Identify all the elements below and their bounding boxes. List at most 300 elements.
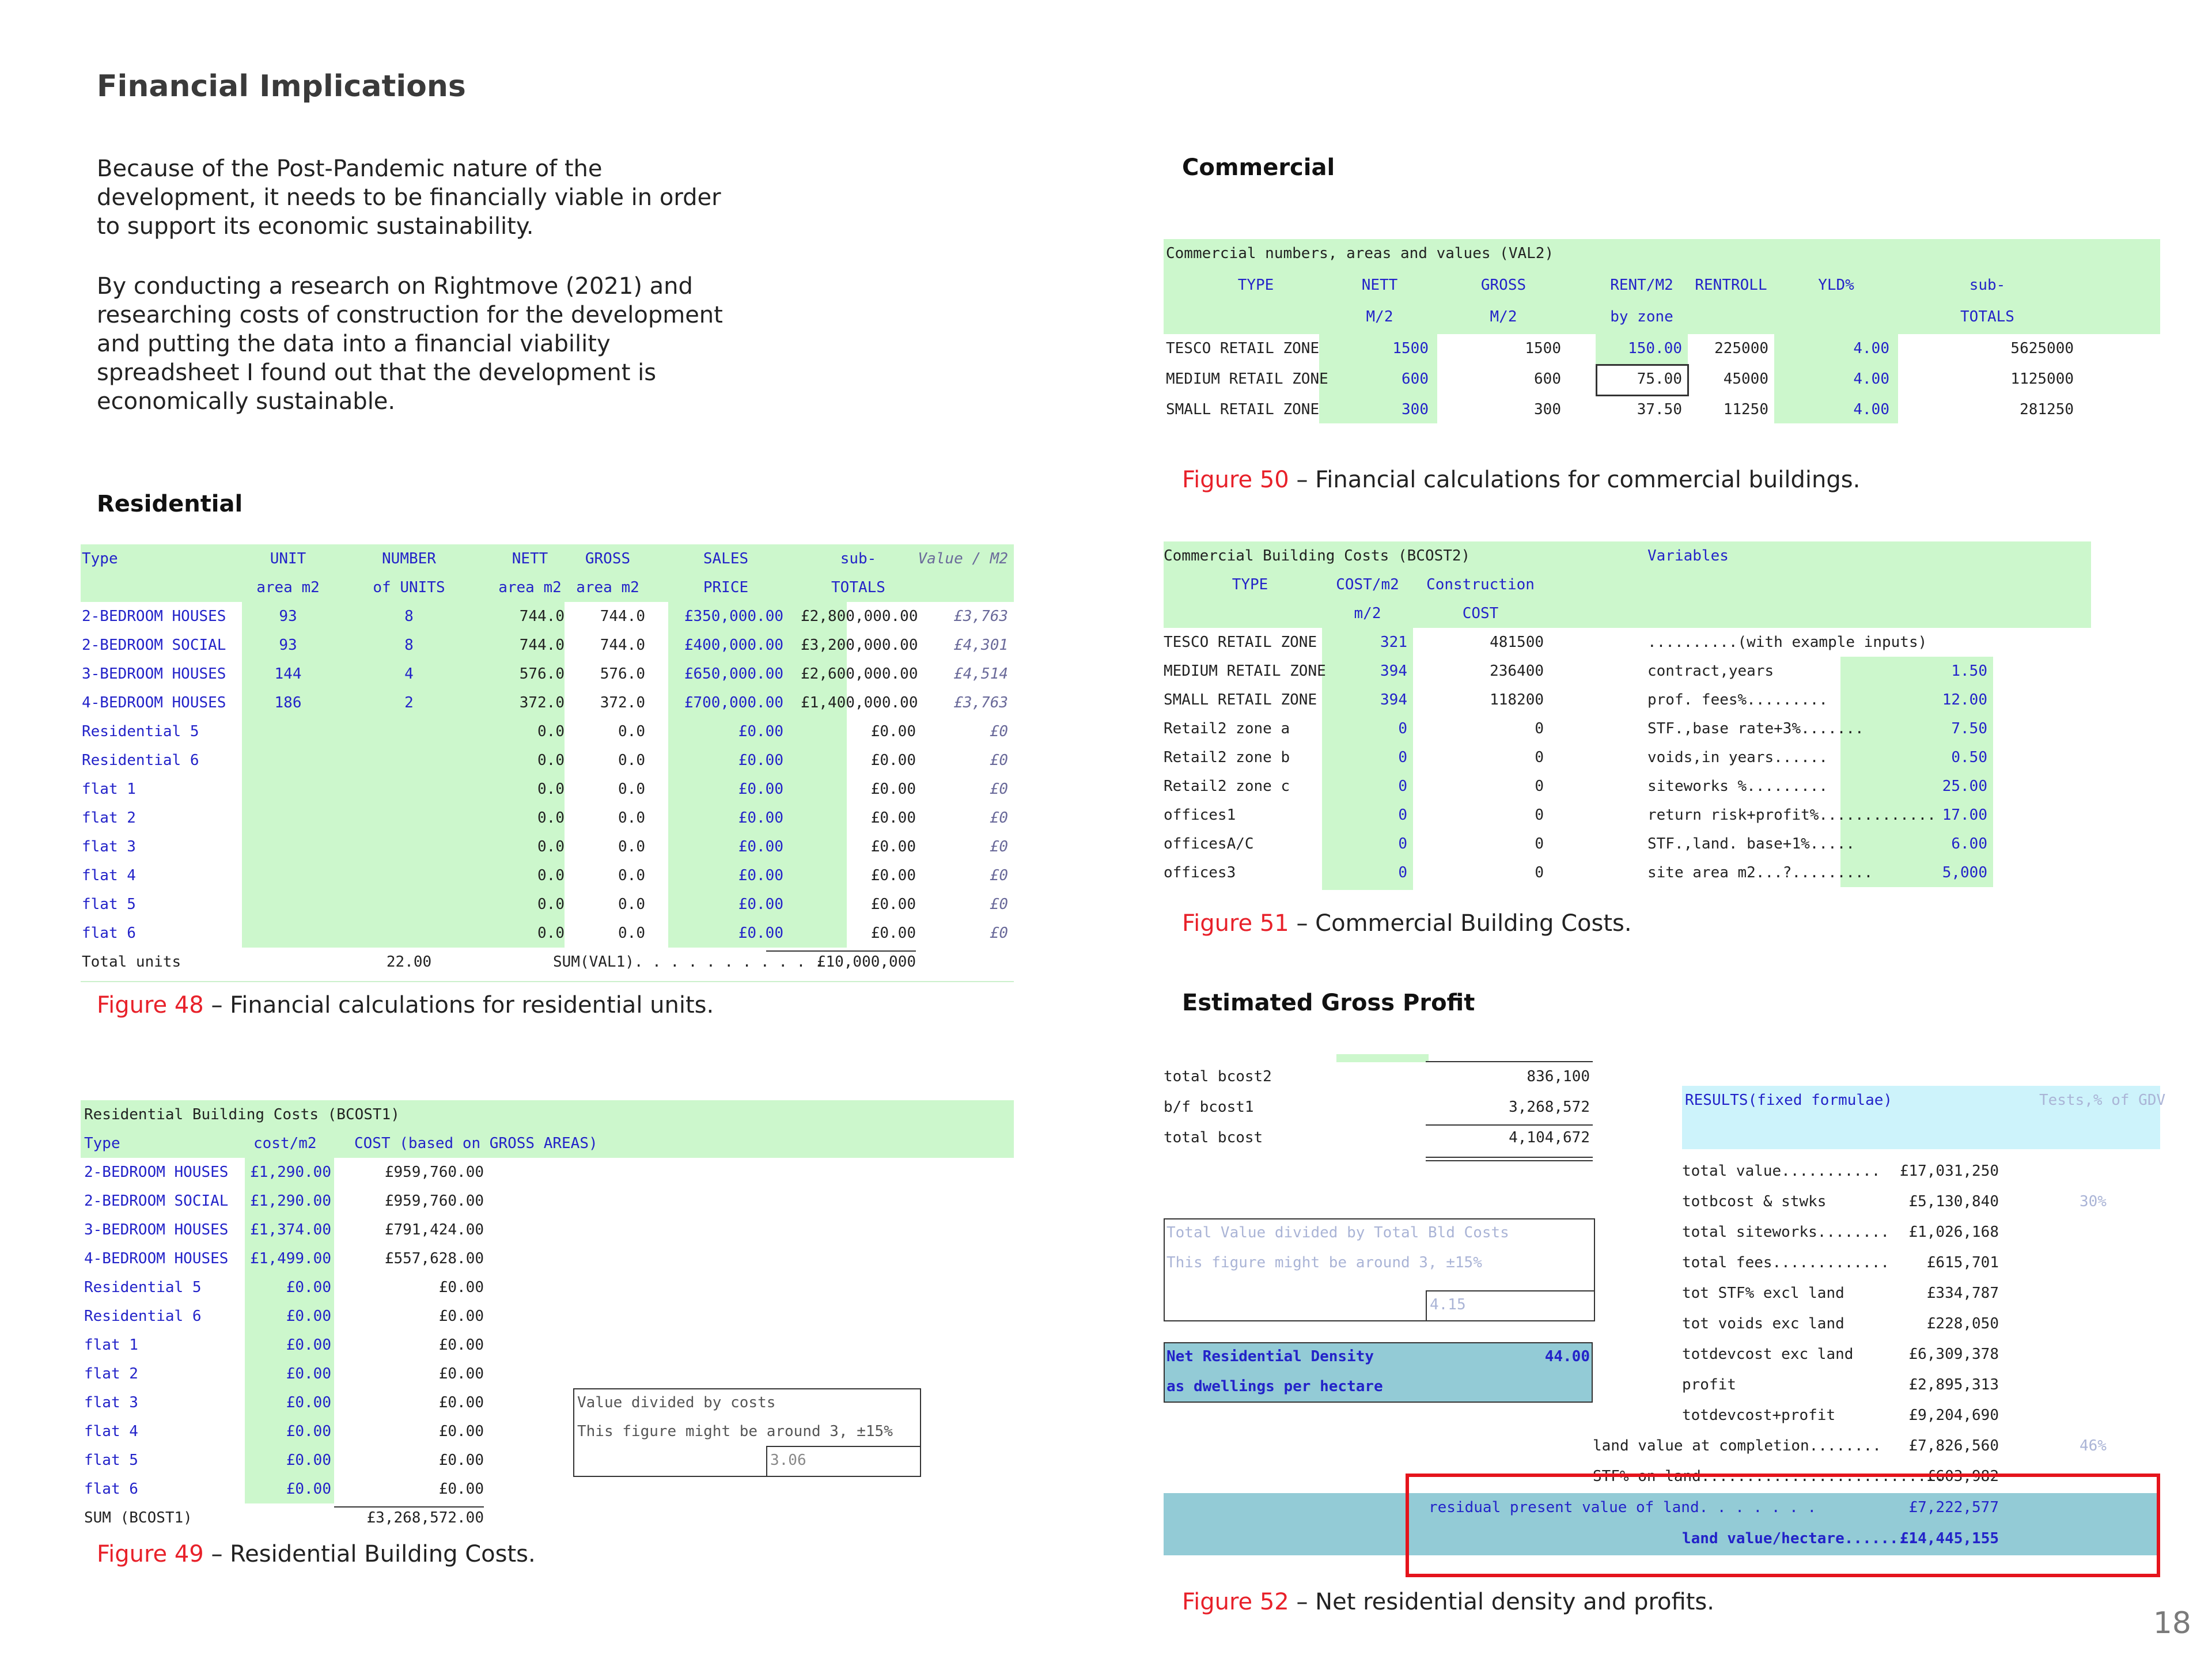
construction-cost: 236400	[1490, 662, 1544, 680]
unit-area: 186	[274, 694, 302, 711]
row-type: flat 5	[82, 896, 136, 913]
row-type: flat 2	[82, 809, 136, 827]
figure-51-caption	[1182, 910, 1632, 937]
variable-label: return risk+profit%.............	[1647, 806, 1936, 824]
col-header: NUMBER	[382, 550, 436, 567]
ratio-note-line2: This figure might be around 3, ±15%	[577, 1423, 893, 1440]
subtotal: £2,600,000.00	[801, 665, 918, 683]
unit-area	[242, 861, 334, 890]
unit-area	[242, 746, 334, 775]
bottom-rule	[81, 981, 1014, 982]
residual-value: £7,222,577	[1908, 1499, 1999, 1516]
cost-per-m2: £1,499.00	[250, 1250, 331, 1267]
result-value: £228,050	[1926, 1315, 1999, 1332]
subtotal: £0.00	[870, 867, 916, 884]
unit-area	[242, 775, 334, 804]
result-label: total fees.............	[1682, 1254, 1890, 1271]
nett-area: 0.0	[537, 896, 565, 913]
col-header: UNIT	[270, 550, 306, 567]
figure-number: Figure 51	[1182, 910, 1289, 937]
col-header: PRICE	[703, 579, 749, 596]
unit-area	[242, 890, 334, 919]
col-header: sub-	[1969, 276, 2006, 294]
hectare-label: land value/hectare........	[1682, 1530, 1916, 1547]
subtotal: 1125000	[2010, 370, 2074, 388]
rent-per-m2: 75.00	[1637, 370, 1682, 388]
row-type: officesA/C	[1164, 835, 1254, 853]
caption-text: – Net residential density and profits.	[1289, 1589, 1714, 1615]
value-per-m2: £0	[990, 896, 1008, 913]
subtotal: £0.00	[870, 723, 916, 740]
cost-per-m2: £1,290.00	[250, 1192, 331, 1210]
rent-per-m2: 150.00	[1628, 340, 1682, 357]
commercial-heading: Commercial	[1182, 154, 1335, 181]
row-type: Retail2 zone c	[1164, 778, 1290, 795]
unit-area	[242, 919, 334, 948]
value-per-m2: £0	[990, 781, 1008, 798]
col-header: NETT	[512, 550, 548, 567]
caption-text: – Commercial Building Costs.	[1289, 910, 1632, 937]
cost-per-m2: 321	[1380, 634, 1407, 651]
cost-value: £0.00	[438, 1308, 484, 1325]
cost-per-m2: 394	[1380, 662, 1407, 680]
tests-label: Tests,% of GDV	[2039, 1092, 2166, 1109]
sum-val1-value: £10,000,000	[816, 953, 916, 971]
sales-price: £0.00	[738, 838, 783, 855]
gross-m2: 600	[1534, 370, 1561, 388]
number-of-units	[357, 775, 461, 804]
text-line: and putting the data into a financial viability	[97, 331, 611, 357]
row-type: Residential 6	[82, 752, 199, 769]
value-per-m2: £0	[990, 752, 1008, 769]
result-label: tot STF% excl land	[1682, 1285, 1844, 1302]
intro-paragraph-2	[97, 272, 723, 416]
row-type: SMALL RETAIL ZONE	[1166, 401, 1320, 418]
row-type: TESCO RETAIL ZONE	[1164, 634, 1317, 651]
cost-value: £0.00	[438, 1279, 484, 1296]
result-value: £6,309,378	[1908, 1346, 1999, 1363]
col-header: sub-	[840, 550, 877, 567]
gross-area: 0.0	[618, 838, 645, 855]
rentroll: 11250	[1723, 401, 1768, 418]
row-type: flat 4	[84, 1423, 138, 1440]
rentroll: 45000	[1723, 370, 1768, 388]
variable-label: site area m2...?.........	[1647, 864, 1873, 881]
value-per-m2: £0	[990, 723, 1008, 740]
result-label: tot voids exc land	[1682, 1315, 1844, 1332]
cost-per-m2: 0	[1398, 749, 1407, 766]
nett-area: 0.0	[537, 867, 565, 884]
sales-price: £400,000.00	[684, 637, 783, 654]
hectare-value: £14,445,155	[1899, 1530, 1999, 1547]
caption-text: – Financial calculations for residential units.	[203, 992, 714, 1018]
yield-percent: 4.00	[1853, 370, 1889, 388]
row-type: flat 3	[82, 838, 136, 855]
subtotal: 5625000	[2010, 340, 2074, 357]
gross-area: 372.0	[600, 694, 645, 711]
result-label: totdevcost exc land	[1682, 1346, 1854, 1363]
cost-value: £0.00	[438, 1423, 484, 1440]
result-value: £7,826,560	[1908, 1437, 1999, 1455]
gross-profit-spreadsheet	[1164, 1054, 2166, 1573]
cost-value: £959,760.00	[384, 1192, 484, 1210]
subtotal: £0.00	[870, 896, 916, 913]
result-label: profit	[1682, 1376, 1736, 1393]
cost-value: £0.00	[438, 1365, 484, 1382]
col-header: cost/m2	[253, 1135, 317, 1152]
bcost-label: total bcost	[1164, 1129, 1263, 1146]
gross-area: 0.0	[618, 867, 645, 884]
cost-per-m2: £0.00	[286, 1480, 331, 1498]
text-line: researching costs of construction for the development	[97, 302, 723, 328]
row-type: Retail2 zone b	[1164, 749, 1290, 766]
construction-cost: 0	[1535, 749, 1544, 766]
residual-label: residual present value of land. . . . . . .	[1429, 1499, 1817, 1516]
yield-percent: 4.00	[1853, 401, 1889, 418]
row-type: flat 1	[84, 1336, 138, 1354]
col-header: area m2	[576, 579, 639, 596]
gross-area: 0.0	[618, 752, 645, 769]
value-per-m2: £0	[990, 838, 1008, 855]
page-title: Financial Implications	[97, 69, 466, 104]
row-type: 2-BEDROOM HOUSES	[84, 1164, 229, 1181]
unit-area: 144	[274, 665, 302, 683]
cost-value: £0.00	[438, 1394, 484, 1411]
gross-area: 0.0	[618, 723, 645, 740]
sales-price: £0.00	[738, 723, 783, 740]
caption-text: – Residential Building Costs.	[203, 1541, 536, 1567]
figure-number: Figure 49	[97, 1541, 204, 1567]
cost-per-m2: £1,290.00	[250, 1164, 331, 1181]
subtotal: £2,800,000.00	[801, 608, 918, 625]
nett-area: 576.0	[519, 665, 565, 683]
nett-area: 0.0	[537, 838, 565, 855]
construction-cost: 118200	[1490, 691, 1544, 709]
figure-49-caption	[97, 1541, 536, 1567]
sales-price: £0.00	[738, 896, 783, 913]
table-title: Commercial Building Costs (BCOST2)	[1164, 547, 1471, 565]
construction-cost: 0	[1535, 778, 1544, 795]
number-of-units	[357, 919, 461, 948]
row-type: 2-BEDROOM SOCIAL	[84, 1192, 229, 1210]
gross-m2: 300	[1534, 401, 1561, 418]
col-header: TOTALS	[831, 579, 885, 596]
unit-area	[242, 717, 334, 746]
unit-area	[242, 804, 334, 832]
nett-m2: 600	[1402, 370, 1429, 388]
result-value: £615,701	[1926, 1254, 1999, 1271]
total-units-value: 22.00	[386, 953, 432, 971]
variable-label: contract,years	[1647, 662, 1774, 680]
variable-value: 0.50	[1951, 749, 1987, 766]
sales-price: £700,000.00	[684, 694, 783, 711]
highlight-box	[1406, 1474, 2160, 1577]
text-line: development, it needs to be financially viable in order	[97, 184, 721, 211]
cost-value: £557,628.00	[384, 1250, 484, 1267]
gross-profit-heading: Estimated Gross Profit	[1182, 990, 1475, 1016]
row-type: MEDIUM RETAIL ZONE	[1166, 370, 1328, 388]
figure-52-caption	[1182, 1589, 1714, 1615]
gross-area: 744.0	[600, 637, 645, 654]
row-type: TESCO RETAIL ZONE	[1166, 340, 1320, 357]
col-header: area m2	[498, 579, 562, 596]
col-header: COST (based on GROSS AREAS)	[354, 1135, 598, 1152]
cost-per-m2: £0.00	[286, 1308, 331, 1325]
sales-price: £0.00	[738, 752, 783, 769]
nett-area: 0.0	[537, 925, 565, 942]
cost-per-m2: £0.00	[286, 1452, 331, 1469]
text-line: economically sustainable.	[97, 388, 396, 415]
col-header: M/2	[1366, 308, 1393, 325]
gross-area: 0.0	[618, 809, 645, 827]
variable-value: 17.00	[1942, 806, 1987, 824]
row-type: MEDIUM RETAIL ZONE	[1164, 662, 1326, 680]
subtotal: £3,200,000.00	[801, 637, 918, 654]
nett-area: 372.0	[519, 694, 565, 711]
col-header: Value / M2	[918, 550, 1008, 567]
row-type: flat 6	[82, 925, 136, 942]
sales-price: £0.00	[738, 809, 783, 827]
nett-area: 744.0	[519, 637, 565, 654]
cost-per-m2: 0	[1398, 835, 1407, 853]
number-of-units	[357, 717, 461, 746]
gross-area: 0.0	[618, 896, 645, 913]
variable-label: STF.,land. base+1%.....	[1647, 835, 1855, 853]
col-header: TYPE	[1237, 276, 1274, 294]
cost-per-m2: £0.00	[286, 1394, 331, 1411]
residential-building-costs-spreadsheet	[81, 1100, 1014, 1538]
row-type: 2-BEDROOM SOCIAL	[82, 637, 226, 654]
residential-units-spreadsheet	[81, 544, 1014, 982]
value-per-m2: £0	[990, 925, 1008, 942]
row-type: offices3	[1164, 864, 1236, 881]
col-header: NETT	[1361, 276, 1398, 294]
gross-area: 576.0	[600, 665, 645, 683]
variables-label: Variables	[1647, 547, 1729, 565]
construction-cost: 0	[1535, 835, 1544, 853]
construction-cost: 0	[1535, 720, 1544, 737]
col-header: RENTROLL	[1695, 276, 1767, 294]
col-header: m/2	[1354, 605, 1381, 622]
total-units-label: Total units	[82, 953, 181, 971]
unit-area: 93	[279, 637, 297, 654]
result-label: totbcost & stwks	[1682, 1193, 1827, 1210]
green-strip	[1336, 1054, 1429, 1062]
cost-per-m2: 0	[1398, 864, 1407, 881]
value-per-m2: £4,514	[954, 665, 1008, 683]
col-header: RENT/M2	[1610, 276, 1673, 294]
col-header: Type	[84, 1135, 120, 1152]
row-type: 2-BEDROOM HOUSES	[82, 608, 226, 625]
variable-value	[1840, 628, 1987, 657]
density-value: 44.00	[1544, 1348, 1590, 1365]
col-header: M/2	[1490, 308, 1517, 325]
result-label: land value at completion........	[1593, 1437, 1881, 1455]
col-header: YLD%	[1818, 276, 1854, 294]
commercial-building-costs-spreadsheet	[1164, 541, 2091, 890]
row-type: Residential 5	[84, 1279, 202, 1296]
construction-cost: 0	[1535, 864, 1544, 881]
variable-label: prof. fees%.........	[1647, 691, 1828, 709]
number-of-units: 4	[404, 665, 414, 683]
number-of-units	[357, 832, 461, 861]
sales-price: £0.00	[738, 925, 783, 942]
results-title: RESULTS(fixed formulae)	[1685, 1092, 1893, 1109]
ratio-note-value: 3.06	[770, 1452, 806, 1469]
cost-per-m2: £0.00	[286, 1365, 331, 1382]
bcost-label: total bcost2	[1164, 1068, 1272, 1085]
text-line: spreadsheet I found out that the development is	[97, 359, 657, 386]
row-type: flat 2	[84, 1365, 138, 1382]
rentroll: 225000	[1714, 340, 1768, 357]
sales-price: £0.00	[738, 781, 783, 798]
value-per-m2: £3,763	[954, 608, 1008, 625]
rent-per-m2: 37.50	[1637, 401, 1682, 418]
col-header: TYPE	[1232, 576, 1268, 593]
col-header: of UNITS	[373, 579, 445, 596]
result-value: £334,787	[1926, 1285, 1999, 1302]
value-per-m2: £0	[990, 867, 1008, 884]
col-header: Type	[82, 550, 118, 567]
col-header: SALES	[703, 550, 749, 567]
row-type: flat 4	[82, 867, 136, 884]
variable-label: ..........(with example inputs)	[1647, 634, 1927, 651]
residential-heading: Residential	[97, 491, 243, 517]
gross-area: 0.0	[618, 781, 645, 798]
density-label-1: Net Residential Density	[1166, 1348, 1374, 1365]
density-label-2: as dwellings per hectare	[1166, 1378, 1383, 1395]
cost-value: £791,424.00	[384, 1221, 484, 1238]
nett-m2: 1500	[1392, 340, 1429, 357]
row-type: 4-BEDROOM HOUSES	[82, 694, 226, 711]
rule	[1426, 1157, 1593, 1158]
col-header: GROSS	[585, 550, 631, 567]
ratio-note-line1: Value divided by costs	[577, 1394, 776, 1411]
subtotal: £0.00	[870, 781, 916, 798]
row-type: flat 3	[84, 1394, 138, 1411]
table-title: Residential Building Costs (BCOST1)	[84, 1106, 400, 1123]
gross-m2: 1500	[1525, 340, 1561, 357]
ratio-value: 4.15	[1430, 1296, 1466, 1313]
figure-48-caption	[97, 992, 714, 1018]
variable-value: 6.00	[1951, 835, 1987, 853]
bcost-value: 3,268,572	[1509, 1099, 1590, 1116]
variable-label: voids,in years......	[1647, 749, 1828, 766]
result-label: total value...........	[1682, 1162, 1881, 1180]
figure-number: Figure 50	[1182, 467, 1289, 493]
value-per-m2: £0	[990, 809, 1008, 827]
cost-value: £0.00	[438, 1480, 484, 1498]
sales-price: £650,000.00	[684, 665, 783, 683]
construction-cost: 481500	[1490, 634, 1544, 651]
construction-cost: 0	[1535, 806, 1544, 824]
variable-value: 12.00	[1942, 691, 1987, 709]
nett-area: 0.0	[537, 781, 565, 798]
nett-area: 744.0	[519, 608, 565, 625]
rule	[1426, 1160, 1593, 1161]
col-header: TOTALS	[1960, 308, 2014, 325]
subtotal: £0.00	[870, 752, 916, 769]
number-of-units: 8	[404, 608, 414, 625]
unit-area: 93	[279, 608, 297, 625]
cost-per-m2: £0.00	[286, 1336, 331, 1354]
gross-area: 744.0	[600, 608, 645, 625]
unit-area	[242, 832, 334, 861]
result-value: £9,204,690	[1908, 1407, 1999, 1424]
cost-per-m2: £0.00	[286, 1279, 331, 1296]
value-per-m2: £3,763	[954, 694, 1008, 711]
bcost-value: 4,104,672	[1509, 1129, 1590, 1146]
result-label: total siteworks........	[1682, 1224, 1890, 1241]
row-type: 3-BEDROOM HOUSES	[84, 1221, 229, 1238]
sum-bcost1-label: SUM (BCOST1)	[84, 1509, 192, 1527]
subtotal: £1,400,000.00	[801, 694, 918, 711]
yield-percent: 4.00	[1853, 340, 1889, 357]
nett-area: 0.0	[537, 809, 565, 827]
number-of-units: 2	[404, 694, 414, 711]
ratio-line2: This figure might be around 3, ±15%	[1166, 1254, 1482, 1271]
cost-value: £0.00	[438, 1452, 484, 1469]
number-of-units	[357, 861, 461, 890]
number-of-units	[357, 804, 461, 832]
row-type: 3-BEDROOM HOUSES	[82, 665, 226, 683]
row-type: offices1	[1164, 806, 1236, 824]
result-value: £603,982	[1926, 1468, 1999, 1485]
col-header: by zone	[1610, 308, 1673, 325]
cost-per-m2: 0	[1398, 720, 1407, 737]
result-value: £1,026,168	[1908, 1224, 1999, 1241]
caption-text: – Financial calculations for commercial buildings.	[1289, 467, 1861, 493]
figure-50-caption	[1182, 467, 1860, 493]
sales-price: £350,000.00	[684, 608, 783, 625]
cost-value: £0.00	[438, 1336, 484, 1354]
bcost-label: b/f bcost1	[1164, 1099, 1254, 1116]
row-type: flat 6	[84, 1480, 138, 1498]
col-header: Construction	[1426, 576, 1535, 593]
result-label: STF% on land...........................	[1593, 1468, 1945, 1485]
row-type: 4-BEDROOM HOUSES	[84, 1250, 229, 1267]
sum-val1-label: SUM(VAL1). . . . . . . . . . .	[553, 953, 824, 971]
cost-per-m2: £1,374.00	[250, 1221, 331, 1238]
text-line: By conducting a research on Rightmove (2021) and	[97, 273, 693, 300]
row-type: Residential 5	[82, 723, 199, 740]
variable-label: STF.,base rate+3%.......	[1647, 720, 1864, 737]
cost-per-m2: 0	[1398, 806, 1407, 824]
number-of-units	[357, 746, 461, 775]
figure-number: Figure 48	[97, 992, 204, 1018]
nett-area: 0.0	[537, 752, 565, 769]
figure-number: Figure 52	[1182, 1589, 1289, 1615]
subtotal: £0.00	[870, 809, 916, 827]
result-test-percent: 30%	[2080, 1193, 2107, 1210]
ratio-line1: Total Value divided by Total Bld Costs	[1166, 1224, 1509, 1241]
col-header: GROSS	[1480, 276, 1527, 294]
variable-value: 5,000	[1942, 864, 1987, 881]
result-test-percent: 46%	[2080, 1437, 2107, 1455]
number-of-units: 8	[404, 637, 414, 654]
result-value: £5,130,840	[1908, 1193, 1999, 1210]
result-value: £2,895,313	[1908, 1376, 1999, 1393]
row-type: Residential 6	[84, 1308, 202, 1325]
row-type: SMALL RETAIL ZONE	[1164, 691, 1317, 709]
row-type: flat 5	[84, 1452, 138, 1469]
number-of-units	[357, 890, 461, 919]
gross-area: 0.0	[618, 925, 645, 942]
variable-value: 25.00	[1942, 778, 1987, 795]
sales-price: £0.00	[738, 867, 783, 884]
sum-bcost1-value: £3,268,572.00	[366, 1509, 484, 1527]
subtotal: £0.00	[870, 925, 916, 942]
